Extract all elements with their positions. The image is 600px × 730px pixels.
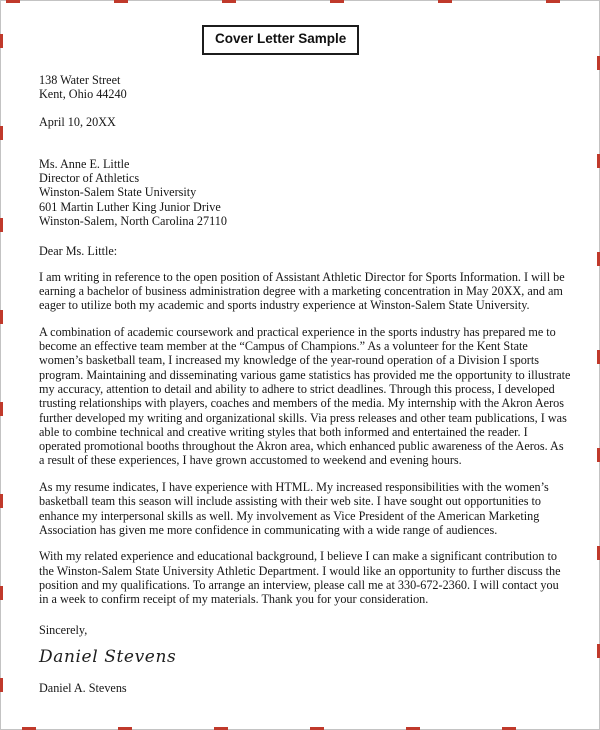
recipient-line: Director of Athletics [39,171,140,186]
signature-script-text: Daniel Stevens [39,646,177,667]
title-box [202,25,359,55]
letter-body [39,73,571,695]
recipient-line: 601 Martin Luther King Junior Drive [39,199,221,214]
paragraph-4: With my related experience and educational background, I believe I can make a significant contribution to the Winston-Salem State University Athletic Department. I would like an opportunity to further discuss the position and my qualifications. To arrange an interview, please call me at 330-672-2360. I will contact you in a week to confirm receipt of my materials. Thank you for your consideration. [39,549,561,607]
red-dash-border-top [6,0,594,3]
salutation-text: Dear Ms. Little: [39,244,118,259]
recipient-line: Winston-Salem, North Carolina 27110 [39,214,227,229]
closing-text: Sincerely, [39,623,88,638]
title-box-label: Cover Letter Sample [215,31,347,46]
letter-date [39,115,571,129]
recipient-line: Ms. Anne E. Little [39,156,130,171]
recipient-line: Winston-Salem State University [39,185,197,200]
recipient-address [39,157,571,228]
sender-address-line: 138 Water Street [39,73,121,87]
salutation [39,244,571,258]
paragraph-3: As my resume indicates, I have experience with HTML. My increased responsibilities with the women’s basketball team this season will include assisting with their web site. I have sought out opportunities to enhance my interpersonal skills as well. My involvement as Vice President of the American Marketing Association has given me more confidence in communicating with a wide range of audiences. [39,479,549,537]
signature-handwritten [39,647,571,667]
sender-address-line: Kent, Ohio 44240 [39,87,127,102]
paragraph-1: I am writing in reference to the open position of Assistant Athletic Director for Sports Information. I will be earning a bachelor of business administration degree with a marketing concentration in May 20XX, and am eager to utilize both my academic and sports industry experience at Winston-Salem State University. [39,269,565,313]
red-dash-border-left [0,34,3,720]
closing [39,623,571,637]
date-text: April 10, 20XX [39,114,116,129]
signature-typed-text: Daniel A. Stevens [39,680,127,695]
sender-address [39,73,571,102]
paragraph-2: A combination of academic coursework and practical experience in the sports industry has prepared me to become an effective team member at the “Campus of Champions.” As a volunteer for the Kent State women’s basketball team, I increased my knowledge of the year-round operation of a Division I sports program. Maintaining and disseminating various game statistics has provided me the opportunity to illustrate my accuracy, attention to detail and ability to adhere to strict deadlines. Through this process, I developed trusting relationships with players, coaches and members of the media. My internship with the Akron Aeros further developed my writing and organizational skills. Via press releases and other team publications, I was able to combine technical and creative writing styles that both informed and entertained the reader. I operated promotional booths throughout the Akron area, which enhanced public awareness of the Aeros. As a result of these experiences, I have grown accustomed to weekend and evening hours. [39,324,571,468]
signature-typed [39,681,571,695]
